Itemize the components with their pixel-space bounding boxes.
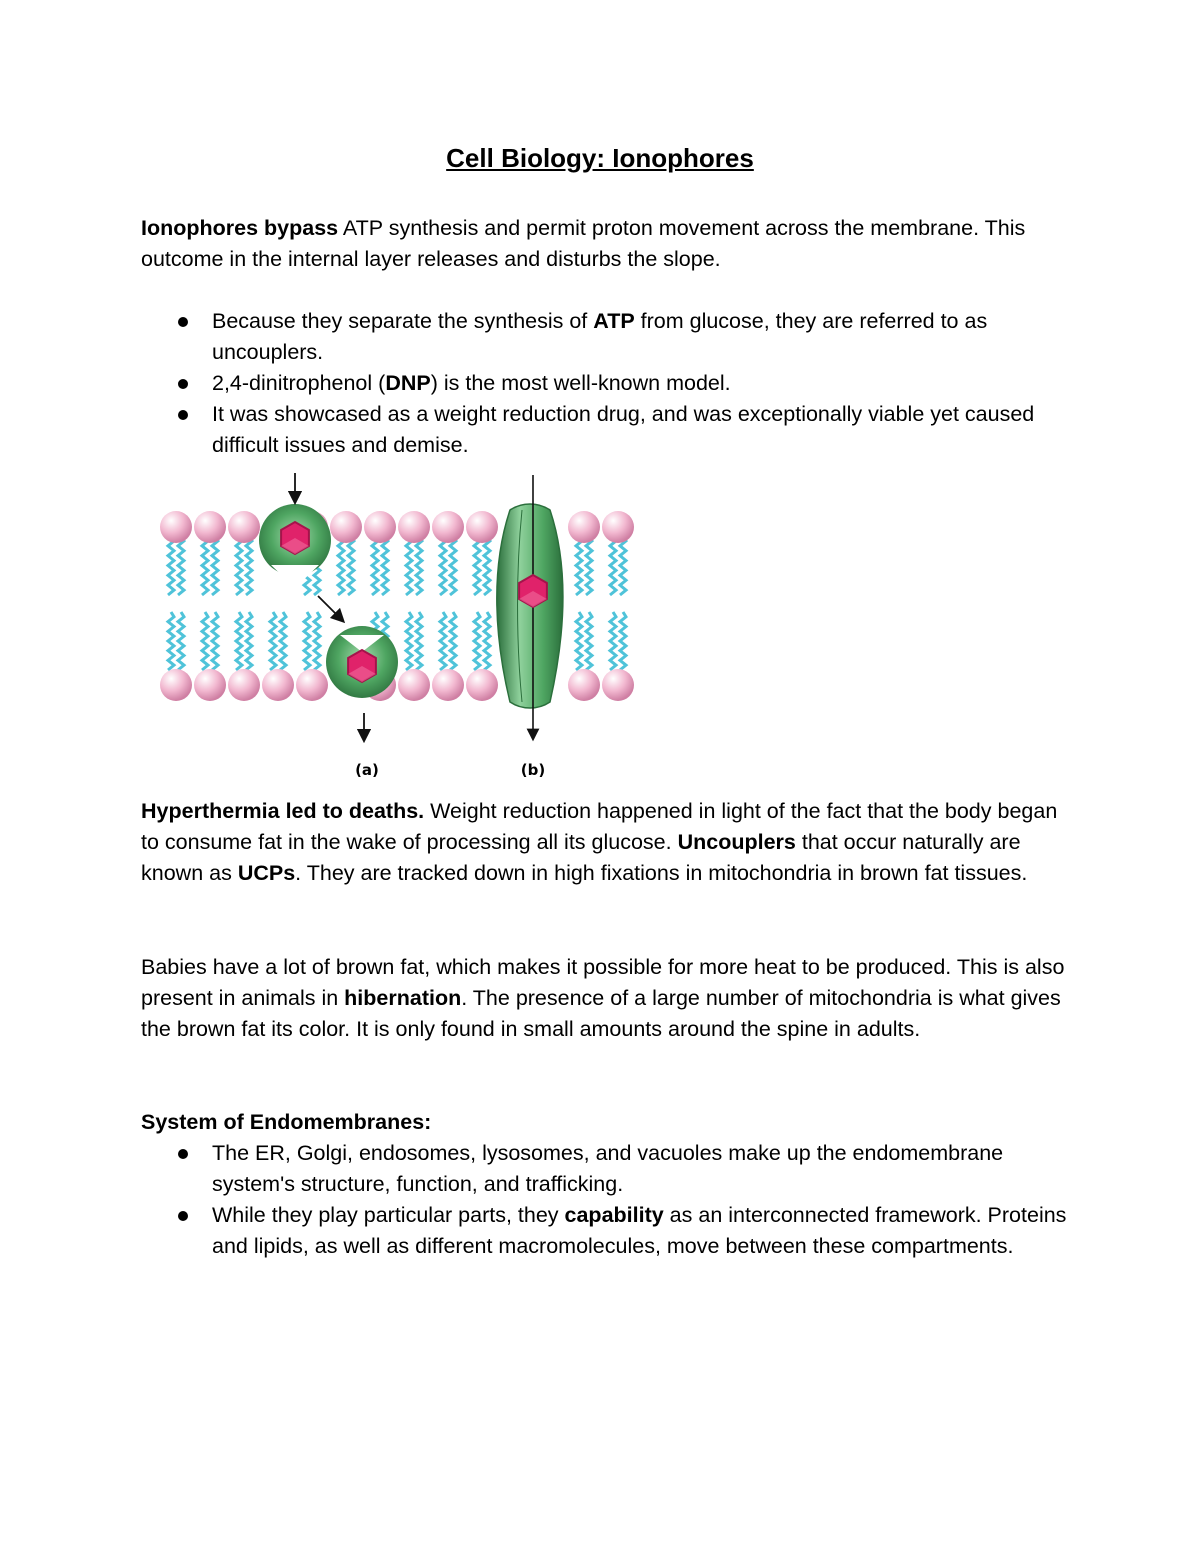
lipid-tail bbox=[576, 536, 582, 595]
lipid-tail bbox=[168, 612, 174, 670]
lipid-tail bbox=[474, 612, 480, 670]
lipid-tail bbox=[202, 536, 208, 595]
lipid-head bbox=[568, 669, 600, 701]
lipid-head bbox=[364, 511, 396, 543]
lipid-tail bbox=[304, 612, 310, 670]
lipid-tail bbox=[610, 536, 616, 595]
intro-bold: Ionophores bypass bbox=[141, 216, 339, 240]
lipid-tail bbox=[236, 536, 242, 595]
ionophore-membrane-figure bbox=[150, 470, 650, 790]
lipid-head bbox=[194, 669, 226, 701]
lipid-tail bbox=[484, 612, 490, 670]
lipid-head bbox=[194, 511, 226, 543]
lipid-head bbox=[296, 669, 328, 701]
lipid-tail bbox=[440, 536, 446, 595]
intro-text: ATP synthesis and permit proton movement across the membrane. This outcome in the internal layer releases and disturbs the slope. bbox=[141, 216, 1026, 271]
lipid-tail bbox=[474, 536, 480, 595]
lipid-tail bbox=[348, 536, 354, 595]
lipid-head bbox=[160, 511, 192, 543]
lipid-tail bbox=[586, 612, 592, 670]
lipid-head bbox=[228, 511, 260, 543]
lipid-head bbox=[398, 669, 430, 701]
lipid-tail bbox=[406, 612, 412, 670]
list-item: Because they separate the synthesis of ATP from glucose, they are referred to as uncouplers. bbox=[141, 306, 1071, 368]
lipid-tail bbox=[450, 536, 456, 595]
carrier-notch bbox=[271, 565, 319, 588]
lipid-tail bbox=[576, 612, 582, 670]
lipid-tail bbox=[202, 612, 208, 670]
lipid-head bbox=[432, 511, 464, 543]
lipid-tail bbox=[314, 612, 320, 670]
brown-fat-paragraph: Babies have a lot of brown fat, which makes it possible for more heat to be produced. This is also present in animals in hibernation. The presence of a large number of mitochondria is what gives the brown fat its color. It is only found in small amounts around the spine in adults. bbox=[141, 955, 1065, 1041]
lipid-head bbox=[398, 511, 430, 543]
lipid-tail bbox=[168, 536, 174, 595]
lipid-tail bbox=[586, 536, 592, 595]
hyperthermia-paragraph: Hyperthermia led to deaths. Weight reduction happened in light of the fact that the body began to consume fat in the wake of processing all its glucose. Uncouplers that occur naturally are known as UCPs. They are tracked down in high fixations in mitochondria in brown fat tissues. bbox=[141, 799, 1058, 885]
lipid-tail bbox=[270, 612, 276, 670]
lipid-head bbox=[466, 511, 498, 543]
lipid-tail bbox=[610, 612, 616, 670]
lipid-tail bbox=[178, 612, 184, 670]
lipid-head bbox=[432, 669, 464, 701]
arrow-carrier-diffusion bbox=[318, 596, 340, 618]
lipid-head bbox=[228, 669, 260, 701]
bullet-list-1 bbox=[141, 306, 1071, 461]
lipid-head bbox=[568, 511, 600, 543]
lipid-tail bbox=[212, 536, 218, 595]
lipid-head bbox=[262, 669, 294, 701]
figure-label-b: (b) bbox=[520, 761, 546, 779]
lipid-tail bbox=[484, 536, 490, 595]
lipid-tail bbox=[246, 536, 252, 595]
lipid-tail bbox=[280, 612, 286, 670]
lipid-tail bbox=[620, 536, 626, 595]
section-heading-endomembranes: System of Endomembranes: bbox=[141, 1110, 432, 1134]
lipid-tail bbox=[372, 536, 378, 595]
bullet-list-2 bbox=[141, 1138, 1071, 1262]
list-item: While they play particular parts, they capability as an interconnected framework. Proteins and lipids, as well as different macromolecules, move between these compartments. bbox=[141, 1200, 1071, 1262]
figure-label-a: (a) bbox=[355, 761, 379, 779]
intro-paragraph bbox=[141, 213, 1071, 275]
lipid-head bbox=[602, 669, 634, 701]
lipid-tail bbox=[440, 612, 446, 670]
list-item: It was showcased as a weight reduction drug, and was exceptionally viable yet caused difficult issues and demise. bbox=[141, 399, 1071, 461]
lipid-tail bbox=[338, 536, 344, 595]
lipid-tail bbox=[178, 536, 184, 595]
lipid-tail bbox=[620, 612, 626, 670]
lipid-tail bbox=[406, 536, 412, 595]
lipid-tail bbox=[450, 612, 456, 670]
lipid-head bbox=[602, 511, 634, 543]
list-item: 2,4-dinitrophenol (DNP) is the most well-known model. bbox=[141, 368, 1071, 399]
lipid-head bbox=[466, 669, 498, 701]
lipid-tail bbox=[246, 612, 252, 670]
lipid-tail bbox=[416, 536, 422, 595]
lipid-tail bbox=[416, 612, 422, 670]
lipid-tail bbox=[382, 536, 388, 595]
lipid-head bbox=[160, 669, 192, 701]
list-item: The ER, Golgi, endosomes, lysosomes, and vacuoles make up the endomembrane system's structure, function, and trafficking. bbox=[141, 1138, 1071, 1200]
page-title: Cell Biology: Ionophores bbox=[446, 143, 754, 173]
lipid-head bbox=[330, 511, 362, 543]
lipid-tail bbox=[236, 612, 242, 670]
lipid-tail bbox=[212, 612, 218, 670]
